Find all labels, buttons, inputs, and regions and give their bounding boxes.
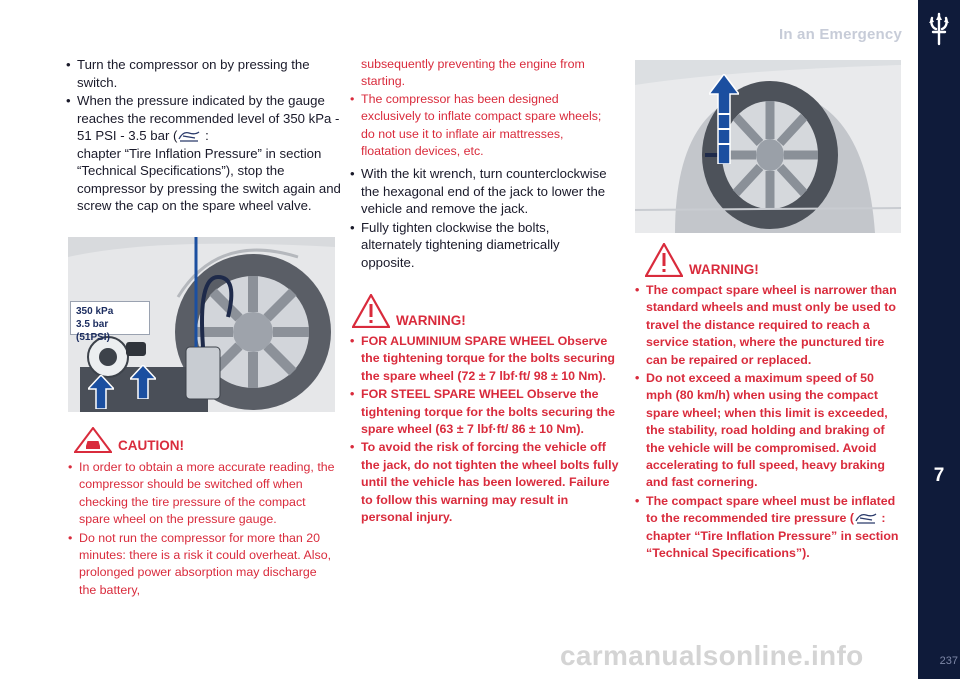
- caution-car-icon: [74, 427, 112, 453]
- watermark: carmanualsonline.info: [560, 640, 864, 671]
- list-item: • Fully tighten clockwise the bolts, alternately tightening diametrically opposite.: [350, 219, 612, 272]
- chapter-sidebar: [918, 0, 960, 679]
- caution-list: [68, 459, 336, 600]
- list-item: • With the kit wrench, turn counterclockwise the hexagonal end of the jack to lower the vehicle and remove the jack.: [350, 165, 612, 218]
- list-item: • The compressor has been designed exclusively to inflate compact spare wheels; do not use it to inflate air mattresses, floatation devices, etc.: [350, 91, 612, 161]
- steps-list: [350, 165, 612, 272]
- wheel-drawing: [635, 60, 901, 233]
- list-item: • The compact spare wheel must be inflated to the recommended tire pressure ( : chapter “Tire Inflation Pressure” in section “Technical Specifications”).: [635, 493, 901, 563]
- section-title: In an Emergency: [778, 26, 902, 43]
- caution-header: [74, 427, 184, 453]
- warning-icon: [352, 294, 390, 328]
- list-item: • Do not exceed a maximum speed of 50 mph (80 km/h) when using the compact spare wheel; when this limit is exceeded, the stability, road holding and braking of the vehicle will be compromised. Avoid accelerating to full speed, heavy braking and fast cornering.: [635, 370, 901, 492]
- list-item: • Do not run the compressor for more than 20 minutes: there is a risk it could overheat. Also, prolonged power absorption may discharge the battery,: [68, 530, 336, 600]
- instruction-list: [66, 56, 341, 216]
- compressor-illustration: [68, 237, 335, 412]
- tire-pressure-icon: [177, 129, 201, 143]
- compressor-note-list: [350, 91, 612, 162]
- chapter-number: 7: [933, 465, 945, 486]
- list-item: • When the pressure indicated by the gauge reaches the recommended level of 350 kPa - 51 PSI - 3.5 bar ( : chapter “Tire Inflation Pressure” in section “Technical Specifications”), stop the compressor by pressing the switch again and screw the cap on the spare wheel valve.: [66, 92, 341, 215]
- warning-icon: [645, 243, 683, 277]
- warning-header: [645, 243, 759, 277]
- list-item: • To avoid the risk of forcing the vehicle off the jack, do not tighten the wheel bolts fully until the vehicle has been lowered. Failure to follow this warning may result in personal injury.: [350, 439, 622, 526]
- trident-logo-icon: [924, 12, 954, 46]
- arrow-up-icon: [88, 375, 114, 409]
- list-item: • FOR ALUMINIUM SPARE WHEEL Observe the tightening torque for the bolts securing the spare wheel (72 ± 7 lbf·ft/ 98 ± 10 Nm).: [350, 333, 622, 385]
- pressure-badge: 350 kPa 3.5 bar (51PSI): [70, 301, 150, 335]
- list-item: • The compact spare wheel is narrower than standard wheels and must only be used to travel the distance required to reach a service station, where the punctured tire can be repaired or replaced.: [635, 282, 901, 369]
- warning-list: [635, 282, 901, 564]
- arrow-up-icon: [709, 74, 739, 164]
- wheel-illustration: [635, 60, 901, 233]
- warning-header: [352, 294, 466, 328]
- arrow-up-icon: [130, 365, 156, 399]
- continued-text: subsequently preventing the engine from starting.: [361, 57, 585, 89]
- list-item: • FOR STEEL SPARE WHEEL Observe the tightening torque for the bolts securing the spare wheel (63 ± 7 lbf·ft/ 86 ± 10 Nm).: [350, 386, 622, 438]
- warning-label: WARNING!: [396, 313, 466, 328]
- list-item: • In order to obtain a more accurate reading, the compressor should be switched off when checking the tire pressure of the compact spare wheel on the pressure gauge.: [68, 459, 336, 529]
- tire-pressure-icon: [854, 511, 878, 525]
- warning-list: [350, 333, 622, 527]
- page-number: 237: [939, 655, 958, 667]
- caution-label: CAUTION!: [118, 438, 184, 453]
- warning-label: WARNING!: [689, 262, 759, 277]
- list-item: • Turn the compressor on by pressing the switch.: [66, 56, 341, 91]
